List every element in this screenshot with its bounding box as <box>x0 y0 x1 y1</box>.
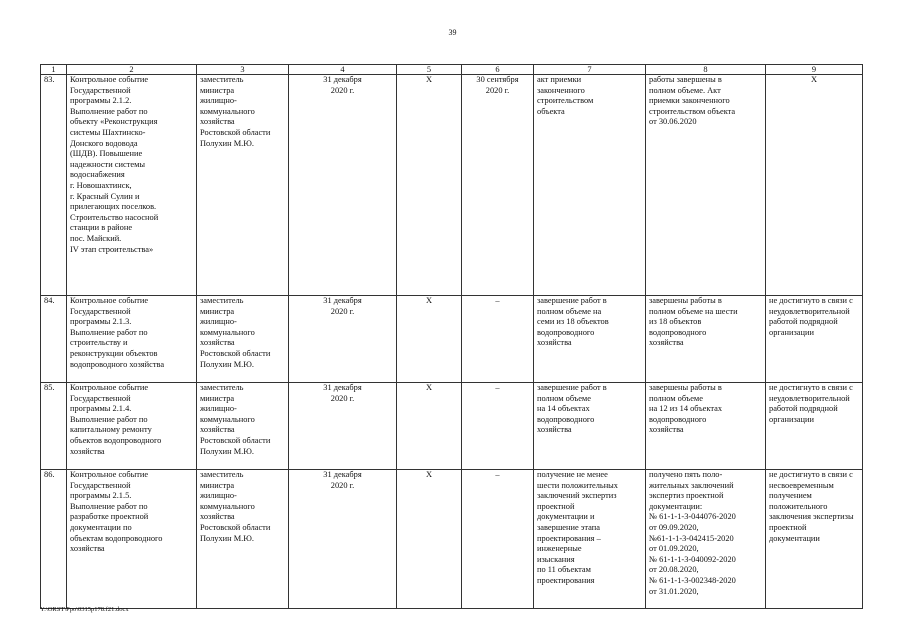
table-row <box>41 470 863 609</box>
table-row <box>41 296 863 383</box>
column-header: 4 <box>289 65 397 75</box>
column-header: 1 <box>41 65 67 75</box>
fact-date-cell: – <box>462 383 534 470</box>
responsible-cell: заместитель министра жилищно- коммунального хозяйства Ростовской области Полухин М.Ю. <box>197 470 289 609</box>
table-row <box>41 75 863 296</box>
actual-result-cell: завершены работы в полном объеме на 12 из 14 объектах водопроводного хозяйства <box>646 383 766 470</box>
fact-date-cell: – <box>462 296 534 383</box>
row-number: 85. <box>41 383 67 470</box>
column-header: 6 <box>462 65 534 75</box>
column-5-cell: X <box>397 470 462 609</box>
column-header: 9 <box>766 65 863 75</box>
control-event-cell: Контрольное событие Государственной программы 2.1.4. Выполнение работ по капитальному ремонту объектов водопроводного хозяйства <box>67 383 197 470</box>
column-header: 8 <box>646 65 766 75</box>
column-header: 2 <box>67 65 197 75</box>
expected-result-cell: завершение работ в полном объеме на 14 объектах водопроводного хозяйства <box>534 383 646 470</box>
row-number: 84. <box>41 296 67 383</box>
plan-date-cell: 31 декабря 2020 г. <box>289 383 397 470</box>
column-5-cell: X <box>397 75 462 296</box>
plan-date-cell: 31 декабря 2020 г. <box>289 75 397 296</box>
reason-cell: не достигнуто в связи с неудовлетворительной работой подрядной организации <box>766 383 863 470</box>
reason-cell: X <box>766 75 863 296</box>
page-number: 39 <box>448 28 457 37</box>
control-event-cell: Контрольное событие Государственной программы 2.1.2. Выполнение работ по объекту «Реконструкция системы Шахтинско- Донского водовода (ШДВ). Повышение надежности системы водоснабжения г. Новошахтинск, г. Красный Сулин и прилегающих поселков. Строительство насосной станции в районе пос. Майский. IV этап строительства» <box>67 75 197 296</box>
expected-result-cell: завершение работ в полном объеме на семи из 18 объектов водопроводного хозяйства <box>534 296 646 383</box>
report-table <box>40 64 863 609</box>
column-header: 5 <box>397 65 462 75</box>
fact-date-cell: 30 сентября 2020 г. <box>462 75 534 296</box>
expected-result-cell: получение не менее шести положительных заключений экспертиз проектной документации и завершение этапа проектирования – инженерные изыскания по 11 объектам проектирования <box>534 470 646 609</box>
table-row <box>41 383 863 470</box>
plan-date-cell: 31 декабря 2020 г. <box>289 296 397 383</box>
control-event-cell: Контрольное событие Государственной программы 2.1.3. Выполнение работ по строительству и реконструкции объектов водопроводного хозяйства <box>67 296 197 383</box>
actual-result-cell: завершены работы в полном объеме на шести из 18 объектов водопроводного хозяйства <box>646 296 766 383</box>
column-number-row <box>41 65 863 75</box>
responsible-cell: заместитель министра жилищно- коммунального хозяйства Ростовской области Полухин М.Ю. <box>197 383 289 470</box>
row-number: 83. <box>41 75 67 296</box>
document-file-path: Y:\ORST\Ppo\0315p178.f21.docx <box>40 606 129 613</box>
control-event-cell: Контрольное событие Государственной программы 2.1.5. Выполнение работ по разработке проектной документации по объектам водопроводного хозяйства <box>67 470 197 609</box>
responsible-cell: заместитель министра жилищно- коммунального хозяйства Ростовской области Полухин М.Ю. <box>197 75 289 296</box>
row-number: 86. <box>41 470 67 609</box>
column-5-cell: X <box>397 296 462 383</box>
column-5-cell: X <box>397 383 462 470</box>
column-header: 3 <box>197 65 289 75</box>
actual-result-cell: получено пять поло- жительных заключений экспертиз проектной документации: № 61-1-1-3-044076-2020 от 09.09.2020, №61-1-1-3-042415-2020 от 01.09.2020, № 61-1-1-3-040092-2020 от 20.08.2020, № 61-1-1-3-002348-2020 от 31.01.2020, <box>646 470 766 609</box>
fact-date-cell: – <box>462 470 534 609</box>
responsible-cell: заместитель министра жилищно- коммунального хозяйства Ростовской области Полухин М.Ю. <box>197 296 289 383</box>
expected-result-cell: акт приемки законченного строительством объекта <box>534 75 646 296</box>
plan-date-cell: 31 декабря 2020 г. <box>289 470 397 609</box>
reason-cell: не достигнуто в связи с несвоевременным получением положительного заключения экспертизы проектной документации <box>766 470 863 609</box>
reason-cell: не достигнуто в связи с неудовлетворительной работой подрядной организации <box>766 296 863 383</box>
column-header: 7 <box>534 65 646 75</box>
actual-result-cell: работы завершены в полном объеме. Акт приемки законченного строительством объекта от 30.06.2020 <box>646 75 766 296</box>
